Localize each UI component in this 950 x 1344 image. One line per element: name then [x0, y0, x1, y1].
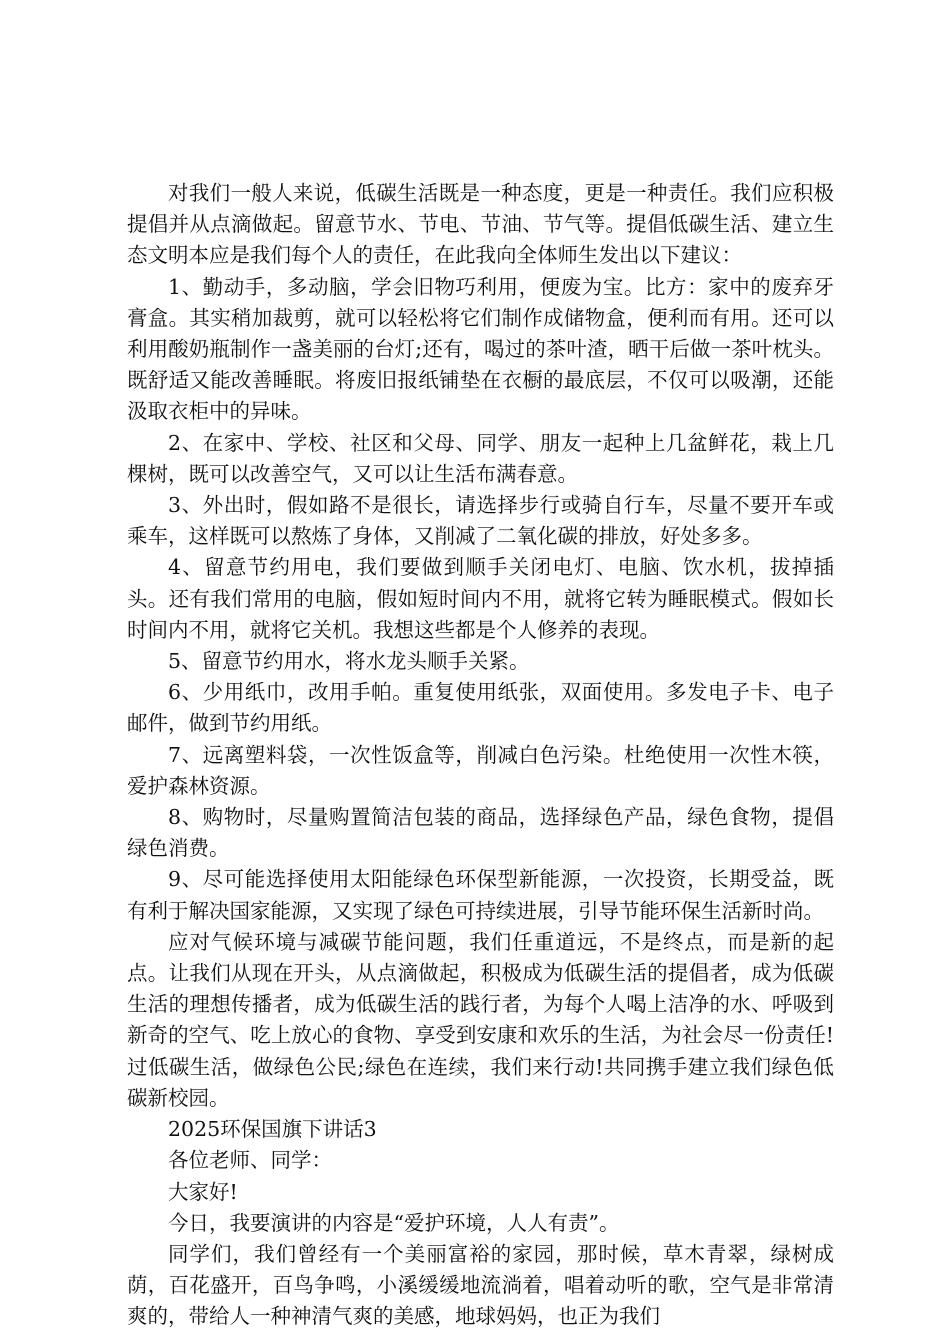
- suggestion-5: 5、留意节约用水，将水龙头顺手关紧。: [168, 649, 530, 674]
- suggestion-6: 6、少用纸巾，改用手帕。重复使用纸张，双面使用。多发电子卡、电子邮件，做到节约用纸。: [127, 680, 834, 736]
- speech-title: 2025环保国旗下讲话3: [168, 1117, 377, 1142]
- document-body: [127, 178, 834, 1333]
- closing-paragraph: 应对气候环境与减碳节能问题，我们任重道远，不是终点，而是新的起点。让我们从现在开头，从点滴做起，积极成为低碳生活的提倡者，成为低碳生活的理想传播者，成为低碳生活的践行者，为每个人喝上洁净的水、呼吸到新奇的空气、吃上放心的食物、享受到安康和欢乐的生活，为社会尽一份责任!过低碳生活，做绿色公民;绿色在连续，我们来行动!共同携手建立我们绿色低碳新校园。: [127, 929, 834, 1110]
- suggestion-4: 4、留意节约用电，我们要做到顺手关闭电灯、电脑、饮水机，拔掉插头。还有我们常用的电脑，假如短时间内不用，就将它转为睡眠模式。假如长时间内不用，就将它关机。我想这些都是个人修养的表现。: [127, 555, 834, 642]
- speech-topic: 今日，我要演讲的内容是“爱护环境，人人有责”。: [168, 1210, 620, 1235]
- speech-body: 同学们，我们曾经有一个美丽富裕的家园，那时候，草木青翠，绿树成荫，百花盛开，百鸟争鸣，小溪缓缓地流淌着，唱着动听的歌，空气是非常清爽的，带给人一种神清气爽的美感，地球妈妈，也正为我们: [127, 1241, 834, 1329]
- salutation: 各位老师、同学：: [168, 1148, 332, 1173]
- greeting: 大家好!: [168, 1179, 238, 1204]
- suggestion-9: 9、尽可能选择使用太阳能绿色环保型新能源，一次投资，长期受益，既有利于解决国家能源，又实现了绿色可持续进展，引导节能环保生活新时尚。: [127, 867, 834, 923]
- intro-paragraph: 对我们一般人来说，低碳生活既是一种态度，更是一种责任。我们应积极提倡并从点滴做起。留意节水、节电、节油、节气等。提倡低碳生活、建立生态文明本应是我们每个人的责任，在此我向全体师生发出以下建议：: [127, 181, 834, 268]
- suggestion-8: 8、购物时，尽量购置简洁包装的商品，选择绿色产品，绿色食物，提倡绿色消费。: [127, 805, 834, 861]
- suggestion-3: 3、外出时，假如路不是很长，请选择步行或骑自行车，尽量不要开车或乘车，这样既可以熬炼了身体，又削减了二氧化碳的排放，好处多多。: [127, 493, 834, 549]
- suggestion-1: 1、勤动手，多动脑，学会旧物巧利用，便废为宝。比方：家中的废弃牙膏盒。其实稍加裁剪，就可以轻松将它们制作成储物盒，便利而有用。还可以利用酸奶瓶制作一盏美丽的台灯;还有，喝过的茶叶渣，晒干后做一茶叶枕头。既舒适又能改善睡眠。将废旧报纸铺垫在衣橱的最底层，不仅可以吸潮，还能汲取衣柜中的异味。: [127, 274, 834, 424]
- suggestion-7: 7、远离塑料袋，一次性饭盒等，削减白色污染。杜绝使用一次性木筷，爱护森林资源。: [127, 742, 834, 798]
- suggestion-2: 2、在家中、学校、社区和父母、同学、朋友一起种上几盆鲜花，栽上几棵树，既可以改善空气，又可以让生活布满春意。: [127, 430, 834, 486]
